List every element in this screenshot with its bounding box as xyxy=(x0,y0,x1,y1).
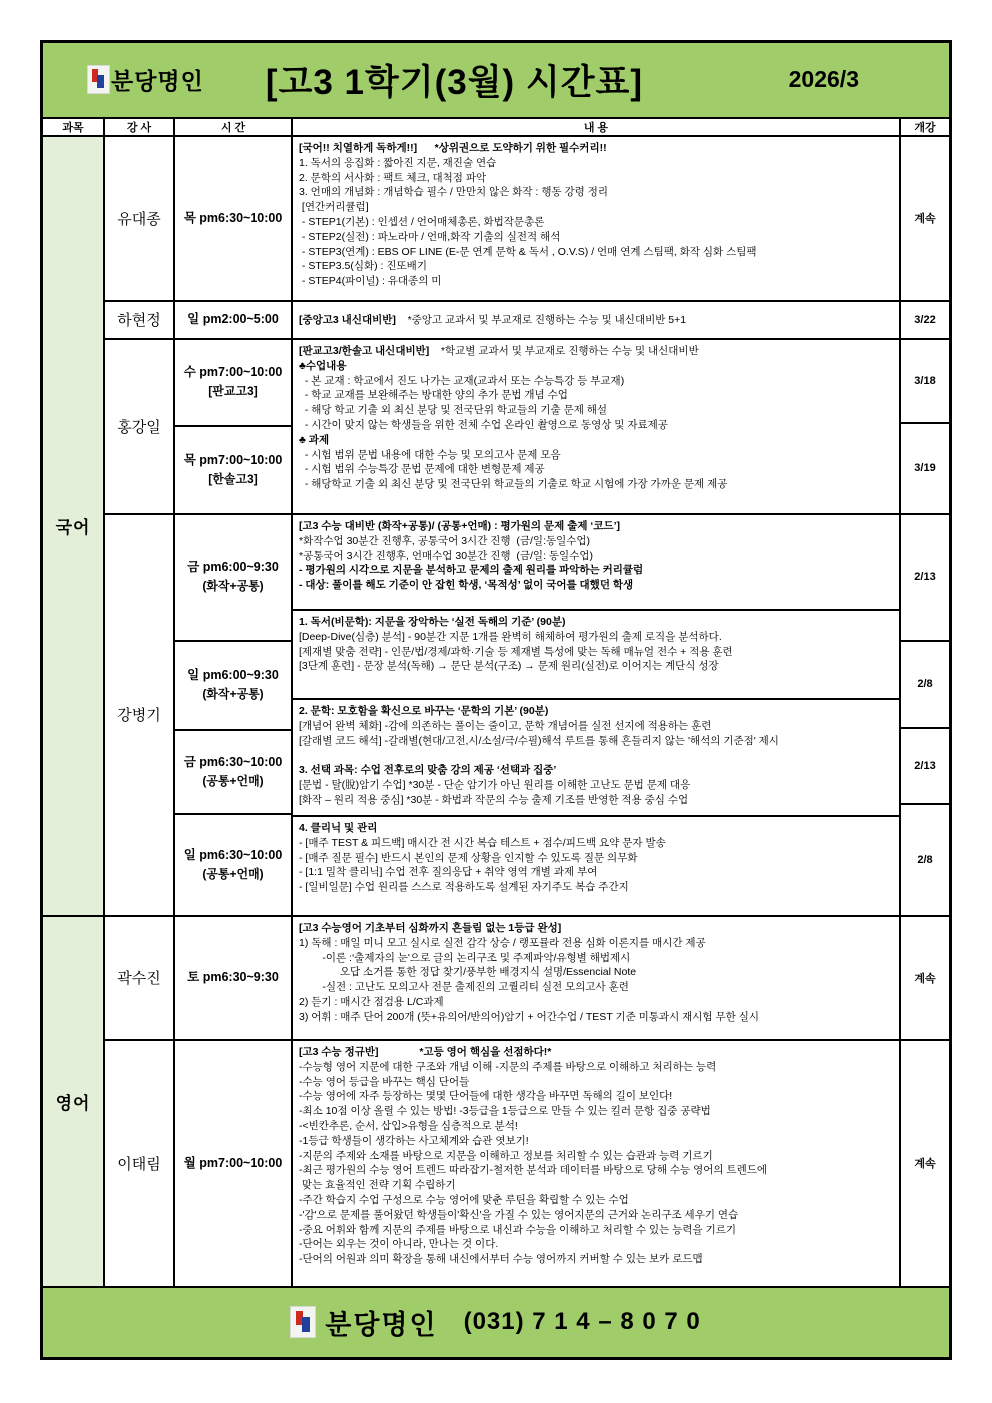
content-cell xyxy=(293,817,899,915)
content-line: -최소 10점 이상 올릴 수 있는 방법! -3등급을 1등급으로 만들 수 있는 킬러 문항 집중 공략법 xyxy=(299,1105,711,1118)
footer-brand: 분당명인 xyxy=(325,1309,438,1340)
content-line: - [매주 질문 필수] 반드시 본인의 문제 상황을 인지할 수 있도록 질문 의무화 xyxy=(299,851,638,864)
section-rows xyxy=(105,137,949,915)
table-row xyxy=(105,1041,949,1286)
content-line: 2) 듣기 : 매시간 점검용 L/C과제 xyxy=(299,995,444,1008)
time-column xyxy=(175,302,293,338)
content-column xyxy=(293,302,901,338)
content-line: 3. 선택 과목: 수업 전후로의 맞춤 강의 제공 ‘선택과 집중’ xyxy=(299,764,557,777)
content-line: 1. 독서(비문학): 지문을 장악하는 ‘실전 독해의 기준’ (90분) xyxy=(299,615,566,628)
time-sub-label: (공통+언매) xyxy=(202,866,264,881)
start-column xyxy=(901,515,949,915)
time-sub-label: (화작+공통) xyxy=(202,579,264,594)
content-line: - 해당 학교 기출 외 최신 분당 및 전국단위 학교들의 기출 문제 해설 xyxy=(299,404,608,417)
content-column xyxy=(293,137,901,300)
content-cell xyxy=(293,700,899,817)
content-line: - [매주 TEST & 피드백] 매시간 전 시간 복습 테스트 + 점수/피드백 요약 문자 발송 xyxy=(299,836,666,849)
content-line: - 해당학교 기출 외 최신 분당 및 전국단위 학교들의 기출로 학교 시험에 가장 가까운 문제 제공 xyxy=(299,478,728,491)
content-line: - STEP3.5(심화) : 진또배기 xyxy=(299,260,427,273)
time-cell xyxy=(175,340,291,427)
content-lines xyxy=(299,141,895,289)
time-sub-label: (공통+언매) xyxy=(202,773,264,788)
content-line: -수능 영어 등급을 바꾸는 핵심 단어들 xyxy=(299,1075,470,1088)
content-lines xyxy=(299,519,895,593)
content-line: -이론 :‘출제자의 눈'으로 글의 논리구조 및 주제파악/유형별 해법제시 xyxy=(299,951,631,964)
time-column xyxy=(175,137,293,300)
start-cell: 2/13 xyxy=(901,729,949,805)
start-column xyxy=(901,302,949,338)
content-lines xyxy=(299,921,895,1025)
content-line: 2. 문학: 모호함을 확신으로 바꾸는 ‘문학의 기본’ (90분) xyxy=(299,704,549,717)
content-line: [Deep-Dive(심층) 분석] - 90분간 지문 1개를 완벽히 해체하여 평가원의 출제 로직을 분석하다. xyxy=(299,630,722,643)
content-line: - STEP4(파이널) : 유대종의 미 xyxy=(299,275,442,288)
content-line: - 평가원의 시각으로 지문을 분석하고 문제의 출제 원리를 파악하는 커리큘럼 xyxy=(299,564,644,577)
col-time: 시 간 xyxy=(175,119,293,135)
teacher-cell: 유대종 xyxy=(105,137,175,300)
col-teacher: 강 사 xyxy=(105,119,175,135)
time-label: 일 pm6:00~9:30 xyxy=(187,668,279,683)
teacher-cell: 하현정 xyxy=(105,302,175,338)
content-line: [개념어 완벽 체화] -감에 의존하는 풀이는 줄이고, 문학 개념어를 실전 선지에 적용하는 훈련 xyxy=(299,719,712,732)
start-cell: 3/18 xyxy=(901,340,949,424)
start-cell: 계속 xyxy=(914,213,936,226)
content-line: [3단계 훈련] - 문장 분석(독해) → 문단 분석(구조) → 문제 원리(실전)로 이어지는 계단식 성장 xyxy=(299,660,719,673)
time-cell xyxy=(175,917,291,1039)
time-cell xyxy=(175,515,291,642)
content-line: 맞는 효율적인 전략 기획 수립하기 xyxy=(299,1179,456,1192)
content-line: - STEP3(연계) : EBS OF LINE (E-문 연계 문학 & 독서 , O.V.S) / 언매 연계 스팀팩, 화작 심화 스팀팩 xyxy=(299,245,757,258)
content-line: 2. 문학의 서사화 : 팩트 체크, 대척점 파악 xyxy=(299,171,487,184)
time-label: 금 pm6:00~9:30 xyxy=(187,560,279,575)
start-column xyxy=(901,1041,949,1286)
col-start: 개강 xyxy=(914,121,936,134)
content-column xyxy=(293,340,901,513)
content-line: [국어!! 치열하게 독하게!!] *상위권으로 도약하기 위한 필수커리!! xyxy=(299,141,607,154)
content-line: *공통국어 3시간 진행후, 언매수업 30분간 진행 (금/일: 동일수업) xyxy=(299,549,593,562)
start-cell: 2/13 xyxy=(901,515,949,642)
section-rows xyxy=(105,917,949,1286)
column-header-row xyxy=(43,119,949,137)
content-line: [고3 수능 정규반] *고등 영어 핵심을 선점하다!* xyxy=(299,1045,552,1058)
table-row xyxy=(105,302,949,340)
brand-name: 분당명인 xyxy=(111,68,204,95)
time-cell xyxy=(175,1041,291,1286)
content-line xyxy=(299,748,895,763)
time-label: 월 pm7:00~10:00 xyxy=(183,1155,283,1170)
content-line: [중앙고3 내신대비반] *중앙고 교과서 및 부교재로 진행하는 수능 및 내신대비반 5+1 xyxy=(299,313,687,326)
start-cell: 3/22 xyxy=(914,313,936,326)
content-line: 1. 독서의 응집화 : 짧아진 지문, 재진술 연습 xyxy=(299,156,497,169)
academy-logo-icon xyxy=(291,1307,315,1337)
content-line: -실전 : 고난도 모의고사 전문 출제진의 고퀄리티 실전 모의고사 훈련 xyxy=(299,981,629,994)
content-cell xyxy=(293,515,899,611)
teacher-cell: 이태림 xyxy=(105,1041,175,1286)
section-영어 xyxy=(43,917,949,1286)
start-cell: 2/8 xyxy=(901,642,949,729)
start-column xyxy=(901,917,949,1039)
content-line: 1) 독해 : 매일 미니 모고 실시로 실전 감각 상승 / 랭포뮬라 전용 심화 이론지를 매시간 제공 xyxy=(299,936,706,949)
month-label: 2026/3 xyxy=(788,66,859,93)
start-cell: 계속 xyxy=(914,1158,936,1171)
content-line: -단어는 외우는 것이 아니라, 만나는 것 이다. xyxy=(299,1238,499,1251)
table-row xyxy=(105,917,949,1041)
content-line: - 학교 교재를 보완해주는 방대한 양의 추가 문법 개념 수업 xyxy=(299,389,568,402)
start-cell: 3/19 xyxy=(914,462,936,475)
content-cell xyxy=(293,137,899,300)
start-column xyxy=(901,137,949,300)
content-line: [고3 수능 대비반 (화작+공통)/ (공통+언매) : 평가원의 문제 출제 ‘코드’] xyxy=(299,519,621,532)
time-label: 토 pm6:30~9:30 xyxy=(187,970,279,985)
content-line: - 본 교재 : 학교에서 진도 나가는 교재(교과서 또는 수능특강 등 부교재) xyxy=(299,374,625,387)
start-column xyxy=(901,340,949,513)
content-column xyxy=(293,515,901,915)
table-row xyxy=(105,137,949,302)
content-line: [판교고3/한솔고 내신대비반] *학교별 교과서 및 부교재로 진행하는 수능 및 내신대비반 xyxy=(299,344,699,357)
content-line: 3. 언매의 개념화 : 개념학습 필수 / 만만치 않은 화작 : 행동 강령 정리 xyxy=(299,186,609,199)
content-line: 오답 소거를 통한 정답 찾기/풍부한 배경지식 설명/Essencial Note xyxy=(299,966,637,979)
content-cell xyxy=(293,302,899,338)
time-label: 수 pm7:00~10:00 xyxy=(183,365,283,380)
time-cell xyxy=(175,642,291,731)
content-line: [화작 – 원리 적용 중심] *30분 - 화법과 작문의 수능 출제 기조를 반영한 적용 중심 수업 xyxy=(299,793,689,806)
time-column xyxy=(175,515,293,915)
time-label: 일 pm2:00~5:00 xyxy=(187,312,279,327)
table-row xyxy=(105,340,949,515)
col-content: 내 용 xyxy=(293,119,901,135)
start-cell: 계속 xyxy=(914,972,936,985)
teacher-cell: 곽수진 xyxy=(105,917,175,1039)
content-lines xyxy=(299,615,895,674)
content-line: - [1:1 밀착 클리닉] 수업 전후 질의응답 + 취약 영역 개별 과제 부여 xyxy=(299,866,598,879)
sheet-header xyxy=(43,43,949,119)
footer-phone: (031) 7 1 4 – 8 0 7 0 xyxy=(463,1308,701,1336)
content-cell xyxy=(293,917,899,1039)
time-cell xyxy=(175,731,291,815)
time-cell xyxy=(175,137,291,300)
content-line: - STEP1(기본) : 인셉션 / 언어매체총론, 화법작문총론 xyxy=(299,215,545,228)
content-line: - STEP2(실전) : 파노라마 / 언매,화작 기출의 실전적 해석 xyxy=(299,230,561,243)
academy-logo-icon xyxy=(88,66,109,93)
content-lines xyxy=(299,821,895,895)
content-column xyxy=(293,917,901,1039)
time-sub-label: [판교고3] xyxy=(208,384,258,399)
content-line: [연간커리큘럼] xyxy=(299,201,369,214)
time-label: 목 pm7:00~10:00 xyxy=(183,452,283,467)
content-line: - [일비일문] 수업 원리를 스스로 적용하도록 설계된 자기주도 복습 주간지 xyxy=(299,881,629,894)
content-line: -단어의 어원과 의미 확장을 통해 내신에서부터 수능 영어까지 커버할 수 있는 보카 로드맵 xyxy=(299,1253,703,1266)
content-line: [고3 수능영어 기초부터 심화까지 흔들림 없는 1등급 완성] xyxy=(299,921,562,934)
table-row xyxy=(105,515,949,915)
teacher-cell: 강병기 xyxy=(105,515,175,915)
time-column xyxy=(175,917,293,1039)
content-lines xyxy=(299,313,686,328)
content-lines xyxy=(299,1045,895,1267)
content-line: - 시험 범위 문법 내용에 대한 수능 및 모의고사 문제 모음 xyxy=(299,448,561,461)
content-line: 3) 어휘 : 매주 단어 200개 (뜻+유의어/반의어)암기 + 어간수업 / TEST 기준 미통과시 재시험 무한 실시 xyxy=(299,1010,759,1023)
content-line: - 대상: 풀이를 해도 기준이 안 잡힌 학생, ‘목적성’ 없이 국어를 대했던 학생 xyxy=(299,579,634,592)
content-lines xyxy=(299,344,895,492)
time-column xyxy=(175,1041,293,1286)
time-cell xyxy=(175,302,291,338)
start-cell: 2/8 xyxy=(917,853,933,866)
subject-cell: 국어 xyxy=(43,137,105,915)
content-line: 4. 클리닉 및 관리 xyxy=(299,821,378,834)
teacher-cell: 홍강일 xyxy=(105,340,175,513)
content-line: - 시험 범위 수능특강 문법 문제에 대한 변형문제 제공 xyxy=(299,463,545,476)
time-column xyxy=(175,340,293,513)
subject-cell: 영어 xyxy=(43,917,105,1286)
content-line: -'감'으로 문제를 풀어왔던 학생들이'확신'을 가질 수 있는 영어지문의 근거와 논리구조 세우기 연습 xyxy=(299,1208,739,1221)
content-line: -최근 평가원의 수능 영어 트렌드 따라잡기-철저한 분석과 데이터를 바탕으로 당해 수능 영어의 트렌드에 xyxy=(299,1164,768,1177)
section-국어 xyxy=(43,137,949,917)
content-cell xyxy=(293,1041,899,1286)
time-sub-label: [한솔고3] xyxy=(208,471,258,486)
content-line: ♣수업내용 xyxy=(299,359,347,372)
content-cell xyxy=(293,340,899,513)
content-line: -중요 어휘와 함께 지문의 주제를 바탕으로 내신과 수능을 이해하고 처리할 수 있는 능력을 기르기 xyxy=(299,1223,736,1236)
timetable-body xyxy=(43,137,949,1286)
content-line: [갈래별 코드 해석] -갈래별(현대/고전,시/소설/극/수필)해석 루트를 통해 흔들리지 않는 '해석의 기준점' 제시 xyxy=(299,734,779,747)
content-line: -1등급 학생들이 생각하는 사고체계와 습관 엿보기! xyxy=(299,1134,529,1147)
content-line: ♣ 과제 xyxy=(299,433,330,446)
content-column xyxy=(293,1041,901,1286)
content-cell xyxy=(293,611,899,700)
content-line: -수능 영어에 자주 등장하는 몇몇 단어들에 대한 생각을 바꾸면 독해의 길이 보인다! xyxy=(299,1090,673,1103)
time-cell xyxy=(175,815,291,915)
content-lines xyxy=(299,704,895,808)
time-label: 목 pm6:30~10:00 xyxy=(183,210,283,225)
sheet-footer xyxy=(43,1286,949,1357)
time-label: 일 pm6:30~10:00 xyxy=(183,847,283,862)
content-line: - 시간이 맞지 않는 학생들을 위한 전체 수업 온라인 촬영으로 동영상 및 자료제공 xyxy=(299,418,668,431)
brand xyxy=(88,63,204,96)
time-cell xyxy=(175,427,291,513)
content-line: -<빈칸추론, 순서, 삽입>유형을 심층적으로 분석! xyxy=(299,1119,518,1132)
content-line: *화작수업 30분간 진행후, 공통국어 3시간 진행 (금/일:동일수업) xyxy=(299,534,591,547)
timetable-sheet xyxy=(40,40,952,1360)
content-line: -주간 학습지 수업 구성으로 수능 영어에 맞춘 루틴을 확립할 수 있는 수업 xyxy=(299,1193,629,1206)
content-line: -수능형 영어 지문에 대한 구조와 개념 이해 -지문의 주제를 바탕으로 이해하고 처리하는 능력 xyxy=(299,1060,717,1073)
col-subject: 과목 xyxy=(43,119,105,135)
content-line: [문법 - 탈(脫)암기 수업] *30분 - 단순 암기가 아닌 원리를 이해한 고난도 문법 문제 대응 xyxy=(299,778,691,791)
content-line: -지문의 주제와 소재를 바탕으로 지문을 이해하고 정보를 처리할 수 있는 습관과 능력 기르기 xyxy=(299,1149,713,1162)
time-sub-label: (화작+공통) xyxy=(202,687,264,702)
page-title: [고3 1학기(3월) 시간표] xyxy=(265,62,644,102)
content-line: [제재별 맞춤 전략] - 인문/법/경제/과학·기술 등 제재별 특성에 맞는 독해 매뉴얼 전수 + 적용 훈련 xyxy=(299,645,733,658)
time-label: 금 pm6:30~10:00 xyxy=(183,754,283,769)
